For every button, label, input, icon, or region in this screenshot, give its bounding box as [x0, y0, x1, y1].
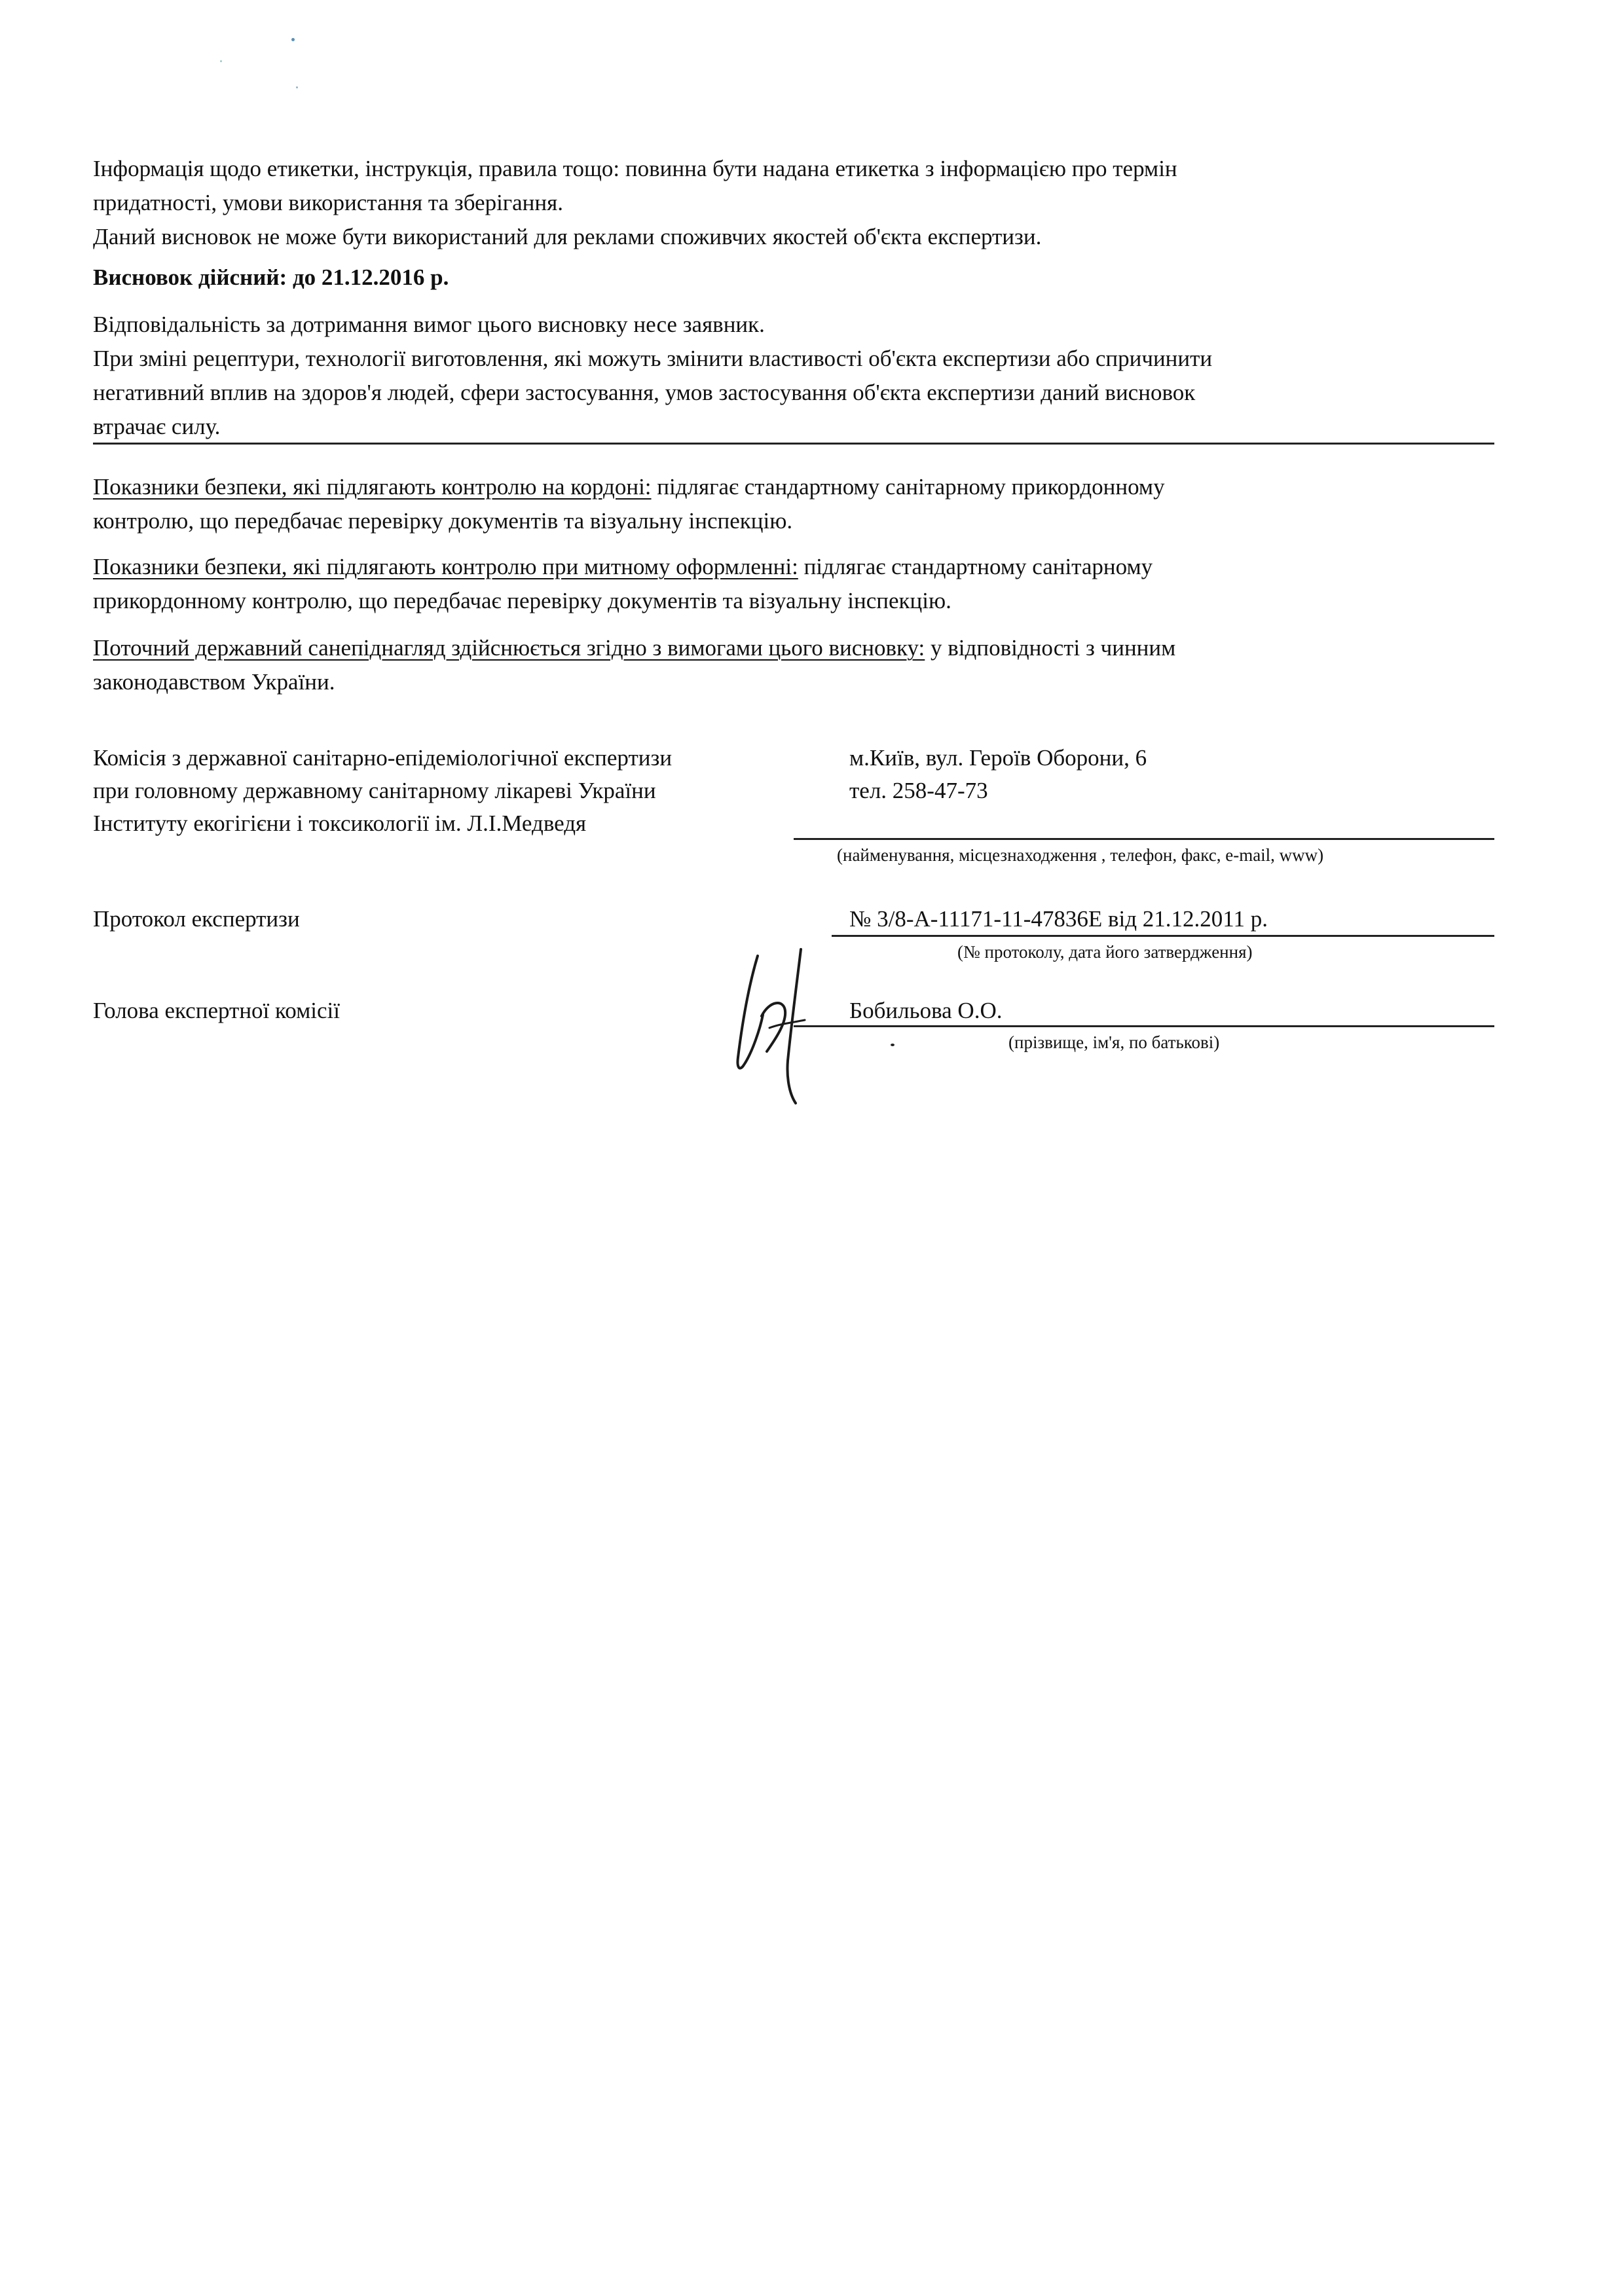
customs-control-text: підлягає стандартному санітарному — [798, 554, 1153, 579]
advertising-note: Даний висновок не може бути використаний для реклами споживчих якостей об'єкта експертизи. — [93, 224, 1042, 249]
commission-caption: (найменування, місцезнаходження , телефон, факс, e-mail, www) — [837, 845, 1324, 865]
validity-statement — [93, 261, 1494, 295]
commission-phone: тел. 258-47-73 — [849, 778, 988, 803]
border-control-text: підлягає стандартному санітарному прикордонному — [651, 474, 1165, 500]
commission-line: Інституту екогігієни і токсикології ім. Л.І.Медведя — [93, 811, 587, 836]
protocol-caption: (№ протоколу, дата його затвердження) — [957, 942, 1253, 962]
signature-mark — [724, 943, 822, 1106]
supervision-text: у відповідності з чинним — [925, 635, 1176, 661]
customs-control-text: прикордонному контролю, що передбачає перевірку документів та візуальну інспекцію. — [93, 588, 951, 613]
head-caption: (прізвище, ім'я, по батькові) — [1008, 1032, 1220, 1052]
head-label: Голова експертної комісії — [93, 998, 340, 1023]
responsibility-line: втрачає силу. — [93, 414, 221, 439]
protocol-underline — [832, 935, 1494, 937]
valid-until: Висновок дійсний: до 21.12.2016 р. — [93, 264, 449, 290]
commission-line: Комісія з державної санітарно-епідеміологічної експертизи — [93, 745, 673, 771]
label-info-paragraph — [93, 152, 1494, 254]
head-underline — [794, 1025, 1494, 1027]
border-control-paragraph — [93, 470, 1494, 538]
responsibility-line: Відповідальність за дотримання вимог цього висновку несе заявник. — [93, 312, 765, 337]
scan-speck — [296, 86, 298, 88]
responsibility-line: При зміні рецептури, технології виготовлення, які можуть змінити властивості об'єкта експертизи або спричинити — [93, 346, 1213, 371]
commission-line: при головному державному санітарному лікареві України — [93, 778, 656, 803]
ink-dot — [891, 1044, 895, 1046]
section-divider — [93, 443, 1494, 445]
supervision-heading: Поточний державний санепіднагляд здійснюється згідно з вимогами цього висновку: — [93, 635, 925, 661]
supervision-text: законодавством України. — [93, 669, 335, 695]
border-control-heading: Показники безпеки, які підлягають контролю на кордоні: — [93, 474, 652, 500]
customs-control-heading: Показники безпеки, які підлягають контролю при митному оформленні: — [93, 554, 798, 579]
scan-speck — [220, 60, 222, 62]
commission-address: м.Київ, вул. Героїв Оборони, 6 — [849, 745, 1147, 771]
border-control-text: контролю, що передбачає перевірку документів та візуальну інспекцію. — [93, 508, 793, 534]
head-name: Бобильова О.О. — [849, 998, 1003, 1023]
label-info-line: Інформація щодо етикетки, інструкція, правила тощо: повинна бути надана етикетка з інформацією про термін — [93, 156, 1177, 181]
responsibility-paragraph — [93, 308, 1494, 444]
commission-underline — [794, 838, 1494, 840]
scan-speck — [291, 38, 295, 41]
protocol-value: № 3/8-А-11171-11-47836Е від 21.12.2011 р. — [849, 906, 1268, 932]
responsibility-line: негативний вплив на здоров'я людей, сфери застосування, умов застосування об'єкта експертизи даний висновок — [93, 380, 1196, 405]
protocol-label: Протокол експертизи — [93, 906, 300, 932]
supervision-paragraph — [93, 631, 1494, 699]
label-info-line: придатності, умови використання та зберігання. — [93, 190, 563, 215]
customs-control-paragraph — [93, 550, 1494, 618]
